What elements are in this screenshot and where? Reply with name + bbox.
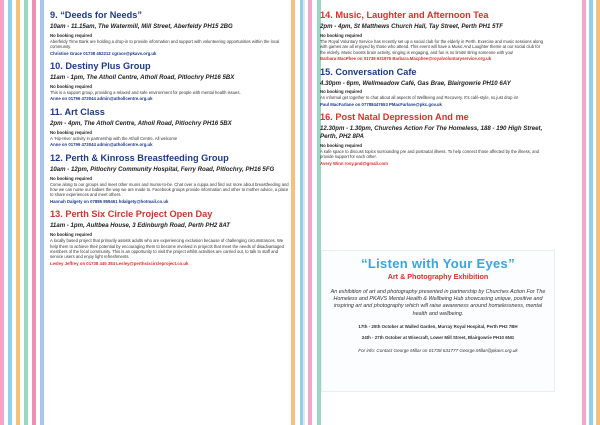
- event-description: This is a support group, providing a relaxed and safe environment for people with mental health issues.: [50, 90, 241, 95]
- decorative-stripes-left: [0, 0, 44, 425]
- event-description: Aberfeldy Time Bank are holding a drop-in to provide information and support with volunteering opportunities within the local community.: [50, 38, 280, 50]
- event-booking-note: No booking required: [50, 232, 93, 238]
- exhibition-date-1: 17th - 20th October at Walled Garden, Murray Royal Hospital, Perth PH2 7BH: [358, 323, 518, 329]
- event-item: [320, 10, 546, 62]
- event-description: A ‘Hip-Hive’ activity in partnership with the Atholl Centre. All welcome: [50, 135, 178, 141]
- event-title: 12. Perth & Kinross Breastfeeding Group: [50, 152, 229, 163]
- exhibition-title: “Listen with Your Eyes”: [361, 256, 515, 271]
- event-booking-note: No booking required: [50, 84, 93, 89]
- event-booking-note: No booking required: [320, 143, 363, 148]
- stripe: [596, 0, 600, 425]
- exhibition-subtitle: Art & Photography Exhibition: [387, 272, 489, 281]
- event-title: 11. Art Class: [50, 107, 105, 117]
- event-time-location: 10am - 12pm, Pitlochry Community Hospital, Ferry Road, Pitlochry, PH16 5FG: [50, 165, 275, 173]
- event-description: A safe space to discuss topics surrounding pre and postnatal illness. To help connect those affected by the illness, and provide support for each other.: [320, 149, 540, 160]
- event-time-location: 2pm - 4pm, St Matthews Church Hall, Tay Street, Perth PH1 5TF: [320, 23, 503, 30]
- decorative-stripes-center: [291, 0, 321, 425]
- event-item: [50, 209, 290, 266]
- event-description: An informal get together to chat about all aspects of Wellbeing and Recovery. It’s café-style, so just drop in!: [320, 95, 519, 101]
- event-booking-note: No booking required: [50, 175, 93, 181]
- left-page-events: [50, 10, 290, 271]
- event-booking-note: No booking required: [50, 32, 93, 38]
- event-contact: Hannah Dalgety on 07886 859461 hdalgety@hotmail.co.uk: [50, 198, 169, 204]
- event-description: The Royal Voluntary Service has recently set up a social club for the elderly in Perth. Exercise and music sessions along with games are all enjoyed by those who attend. This event will have a Music And Laughter theme at our social club for the elderly. Music boosts brain activity, singing is engaging, and fun is no limits! Bring someone with you!: [320, 38, 543, 55]
- event-item: [50, 10, 290, 56]
- event-title: 13. Perth Six Circle Project Open Day: [50, 209, 213, 220]
- exhibition-date-2: 24th - 27th October at Wisecraft, Lower Mill Street, Blairgowrie PH10 6NG: [361, 334, 515, 340]
- event-description: Come along to our groups and meet other mums and mums-to-be. Chat over a cuppa and find out more about breastfeeding and how we can nurse our babies the way we are made to. Facebook groups provide information and other to mother advice, a place to share experiences and meet others.: [50, 181, 289, 198]
- event-contact: Paul MacFarlane on 07788447653 PMacFarlane@pkc.gov.uk: [320, 101, 442, 107]
- page-fold: [303, 0, 305, 425]
- event-time-location: 11am - 1pm, Aultbea House, 3 Edinburgh Road, Perth PH2 8AT: [50, 222, 231, 230]
- event-contact: Anne on 01796 473044 admin@athollcentre.org.uk: [50, 142, 153, 148]
- event-contact: Anne on 01796 473044 admin@athollcentre.org.uk: [50, 96, 153, 102]
- exhibition-description: An exhibition of art and photography presented in partnership by Churches Action For The Homeless and PKAVS Mental Health & Wellbeing Hub showcasing unique, positive and inspiring art and photography which will raise awareness around homelessness, mental health and wellbeing.: [330, 289, 546, 317]
- event-description: A locally based project that primarily assists adults who are experiencing exclusion because of challenging circumstances. We help them to achieve their potential by encouraging them to become involved in projects that meet the needs of disadvantaged members of the local community. This is an opportunity to visit the project whilst activities are carried out, to talk to staff and service users and enjoy light refreshments.: [50, 238, 284, 260]
- exhibition-contact: For info: Contact George Millar on 01738 631777 George.Millar@pkavs.org.uk: [358, 347, 518, 353]
- event-contact: Lesley Jeffrey on 01738 445 384 Lesley@perthsixcircleproject.co.uk: [50, 260, 189, 266]
- event-item: [50, 107, 290, 148]
- event-title: 15. Conversation Cafe: [320, 66, 417, 77]
- event-contact: Avery Winn rosy.pnd@gmail.com: [320, 160, 388, 166]
- decorative-stripes-right: [582, 0, 600, 425]
- event-time-location: 12.30pm - 1.30pm, Churches Action For The Homeless, 188 - 190 High Street, Perth, PH2 8PA: [320, 125, 543, 141]
- event-title: 14. Music, Laughter and Afternoon Tea: [320, 10, 489, 20]
- event-time-location: 11am - 1pm, The Atholl Centre, Atholl Road, Pitlochry PH16 5BX: [50, 74, 235, 82]
- event-item: [320, 67, 546, 108]
- event-contact: Barbara MacPhee on 01738 631975 Barbara.Macphee@royalvoluntaryservice.org.uk: [320, 56, 492, 62]
- event-item: [50, 153, 290, 205]
- event-item: [50, 61, 290, 102]
- event-title: 10. Destiny Plus Group: [50, 61, 151, 72]
- event-booking-note: No booking required: [320, 89, 363, 95]
- event-time-location: 10am - 11.15am, The Watermill, Mill Street, Aberfeldy PH15 2BG: [50, 23, 233, 30]
- exhibition-panel: [321, 250, 555, 392]
- event-time-location: 2pm - 4pm, The Atholl Centre, Atholl Road, Pitlochry PH16 5BX: [50, 120, 232, 127]
- event-title: 9. “Deeds for Needs”: [50, 10, 142, 20]
- right-page-events: [320, 10, 546, 171]
- event-time-location: 4.30pm - 6pm, Wellmeadow Café, Gas Brae, Blairgowrie PH10 6AY: [320, 79, 511, 87]
- event-contact: Christine Grace 01738 452212 cgrace@pkavs.org.uk: [50, 50, 157, 56]
- event-item: [320, 112, 546, 166]
- event-booking-note: No booking required: [50, 129, 93, 135]
- stripe: [40, 0, 44, 425]
- event-title: 16. Post Natal Depression And me: [320, 112, 469, 123]
- event-booking-note: No booking required: [320, 32, 363, 38]
